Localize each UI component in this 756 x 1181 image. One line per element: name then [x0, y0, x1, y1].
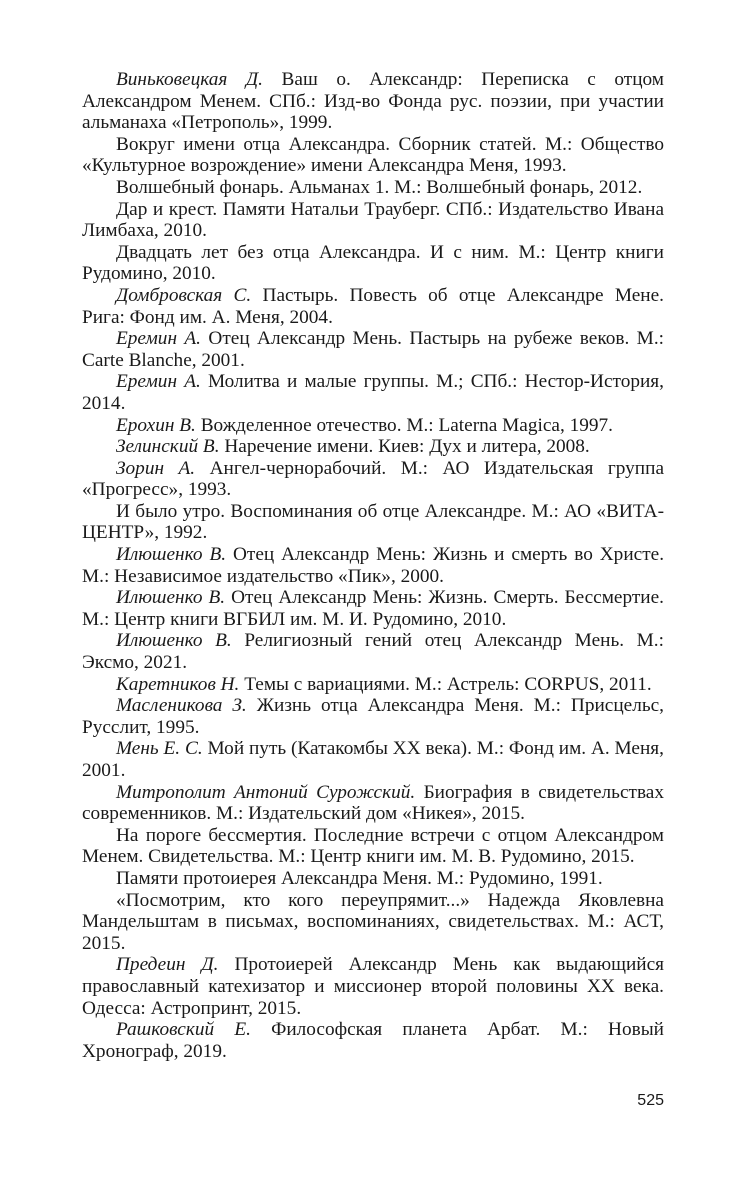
bibliography-entry — [82, 285, 664, 328]
entry-text: Наречение имени. Киев: Дух и литера, 2008. — [224, 436, 590, 458]
bibliography-list — [82, 69, 664, 1062]
bibliography-entry — [82, 782, 664, 825]
entry-text: Философская планета Арбат. М.: Новый Хронограф, 2019. — [82, 1019, 664, 1062]
page-number: 525 — [637, 1092, 664, 1109]
bibliography-entry — [82, 738, 664, 781]
bibliography-entry — [82, 695, 664, 738]
entry-text: Памяти протоиерея Александра Меня. М.: Рудомино, 1991. — [116, 867, 603, 889]
bibliography-entry — [82, 242, 664, 285]
bibliography-entry — [82, 630, 664, 673]
bibliography-entry — [82, 328, 664, 371]
entry-text: Ангел-чернорабочий. М.: АО Издательская группа «Прогресс», 1993. — [82, 457, 664, 501]
bibliography-entry — [82, 868, 664, 890]
entry-author: Домбровская С. — [116, 284, 252, 306]
entry-text: Дар и крест. Памяти Натальи Трауберг. СПб.: Издательство Ивана Лимбаха, 2010. — [82, 198, 664, 242]
bibliography-entry — [82, 436, 664, 458]
entry-author: Мень Е. С. — [116, 738, 203, 760]
entry-text: Отец Александр Мень: Жизнь. Смерть. Бессмертие. М.: Центр книги ВГБИЛ им. М. И. Рудомино, 2010. — [82, 587, 665, 630]
entry-author: Ерохин В. — [116, 414, 196, 436]
bibliography-entry — [82, 825, 664, 868]
entry-text: Вокруг имени отца Александра. Сборник статей. М.: Общество «Культурное возрождение» имени Александра Меня, 1993. — [82, 133, 664, 177]
bibliography-entry — [82, 587, 664, 630]
bibliography-entry — [82, 1019, 664, 1062]
entry-text: Ваш о. Александр: Переписка с отцом Александром Менем. СПб.: Изд-во Фонда рус. поэзии, при участии альманаха «Петрополь», 1999. — [82, 69, 664, 134]
bibliography-entry — [82, 890, 664, 955]
bibliography-entry — [82, 415, 664, 437]
bibliography-entry — [82, 458, 664, 501]
entry-text: Жизнь отца Александра Меня. М.: Присцельс, Русслит, 1995. — [82, 695, 665, 738]
bibliography-entry — [82, 199, 664, 242]
bibliography-entry — [82, 134, 664, 177]
entry-author: Митрополит Антоний Сурожский. — [116, 781, 416, 803]
bibliography-entry — [82, 69, 664, 134]
entry-text: «Посмотрим, кто кого переупрямит...» Надежда Яковлевна Мандельштам в письмах, воспоминаниях, свидетельствах. М.: АСТ, 2015. — [82, 889, 664, 954]
bibliography-entry — [82, 177, 664, 199]
entry-author: Еремин А. — [116, 371, 201, 393]
entry-text: Отец Александр Мень. Пастырь на рубеже веков. М.: Carte Blanche, 2001. — [82, 328, 664, 371]
entry-text: Молитва и малые группы. М.; СПб.: Нестор-История, 2014. — [82, 371, 664, 414]
entry-author: Масленикова З. — [116, 695, 247, 717]
entry-text: И было утро. Воспоминания об отце Александре. М.: АО «ВИТА-ЦЕНТР», 1992. — [82, 500, 664, 544]
entry-text: Темы с вариациями. М.: Астрель: CORPUS, 2011. — [244, 673, 652, 695]
entry-author: Зелинский В. — [116, 436, 220, 458]
entry-text: Двадцать лет без отца Александра. И с ним. М.: Центр книги Рудомино, 2010. — [82, 241, 664, 285]
entry-author: Рашковский Е. — [116, 1019, 251, 1041]
entry-text: Мой путь (Катакомбы XX века). М.: Фонд им. А. Меня, 2001. — [82, 738, 664, 781]
entry-text: Вожделенное отечество. М.: Laterna Magica, 1997. — [200, 414, 614, 436]
bibliography-entry — [82, 371, 664, 414]
entry-author: Каретников Н. — [116, 673, 240, 695]
bibliography-entry — [82, 501, 664, 544]
entry-text: Пастырь. Повесть об отце Александре Мене. Рига: Фонд им. А. Меня, 2004. — [82, 284, 664, 328]
entry-author: Илюшенко В. — [116, 587, 226, 609]
entry-author: Предеин Д. — [116, 954, 219, 976]
entry-author: Еремин А. — [116, 328, 202, 350]
entry-author: Илюшенко В. — [116, 544, 227, 566]
entry-text: Биография в свидетельствах современников. М.: Издательский дом «Никея», 2015. — [82, 781, 664, 825]
bibliography-entry — [82, 954, 664, 1019]
bibliography-entry — [82, 544, 664, 587]
entry-text: Религиозный гений отец Александр Мень. М.: Эксмо, 2021. — [82, 630, 664, 674]
entry-author: Илюшенко В. — [116, 630, 232, 652]
entry-text: Протоиерей Александр Мень как выдающийся православный катехизатор и миссионер второй половины XX века. Одесса: Астропринт, 2015. — [82, 954, 665, 1019]
entry-text: Волшебный фонарь. Альманах 1. М.: Волшебный фонарь, 2012. — [116, 176, 643, 198]
entry-text: На пороге бессмертия. Последние встречи с отцом Александром Менем. Свидетельства. М.: Центр книги им. М. В. Рудомино, 2015. — [82, 824, 664, 868]
entry-author: Зорин А. — [116, 457, 196, 479]
bibliography-entry — [82, 674, 664, 696]
entry-text: Отец Александр Мень: Жизнь и смерть во Христе. М.: Независимое издательство «Пик», 2000. — [82, 544, 665, 587]
entry-author: Виньковецкая Д. — [116, 69, 263, 90]
